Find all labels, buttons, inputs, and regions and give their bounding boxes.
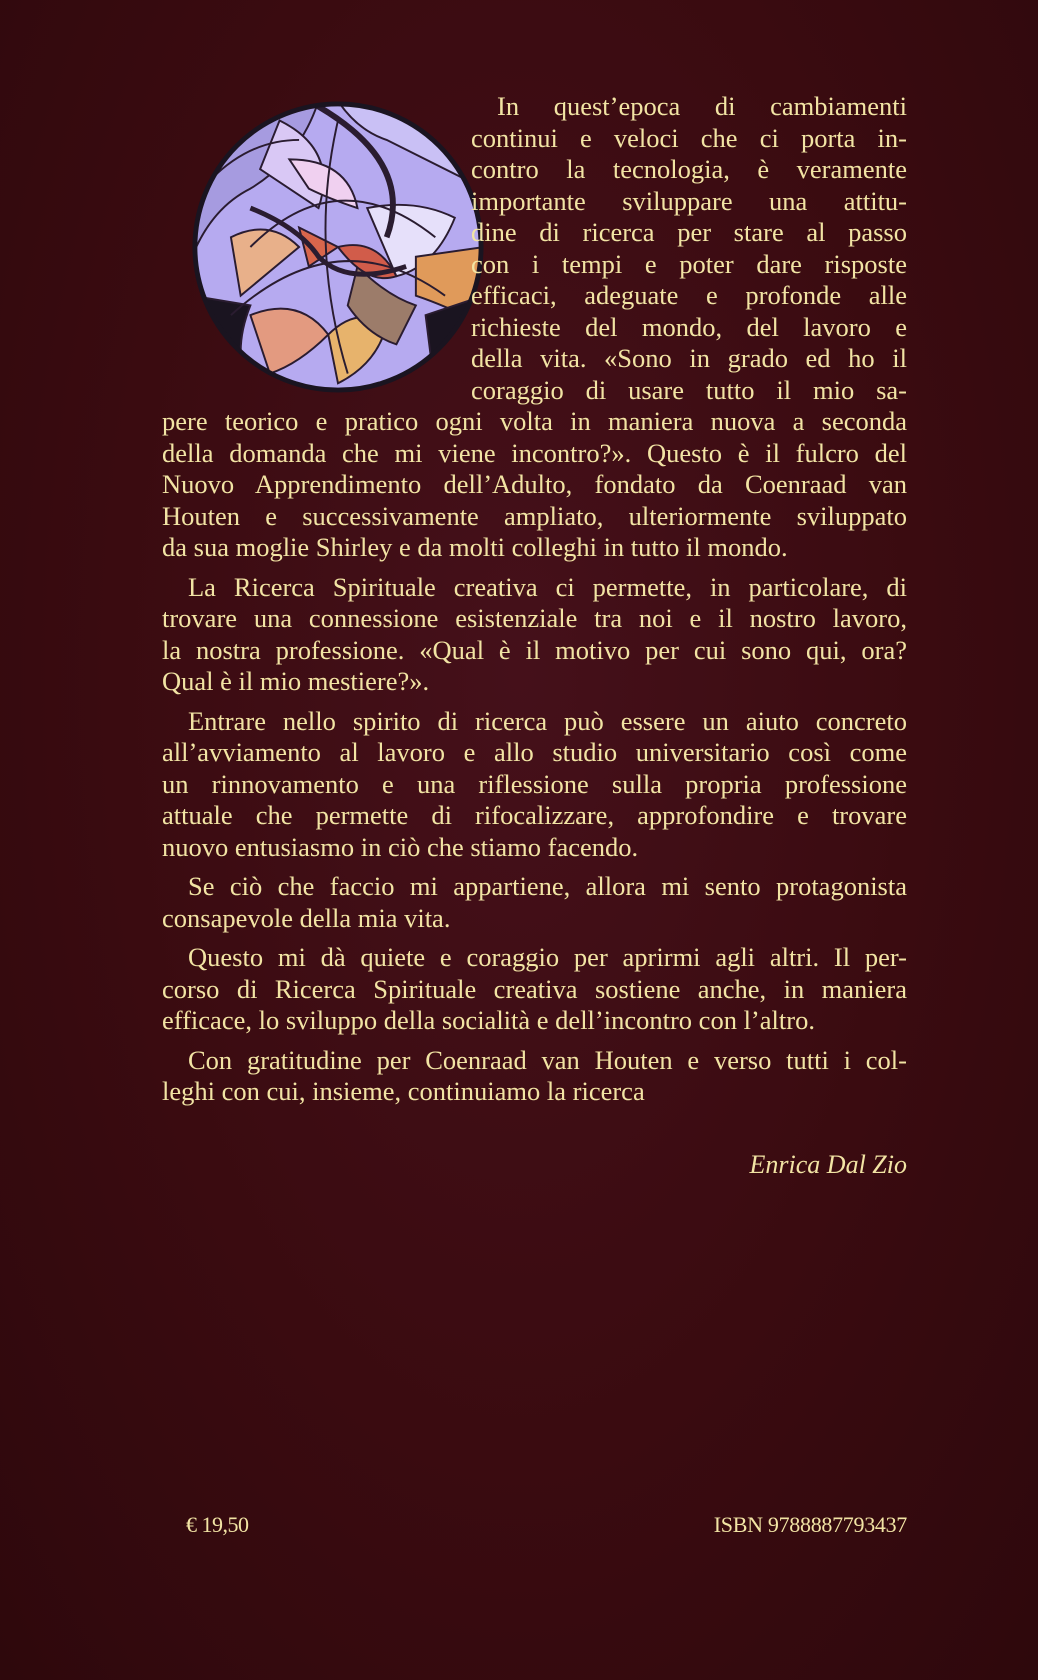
author-signature: Enrica Dal Zio bbox=[749, 1150, 907, 1179]
text-line: Se ciò che faccio mi appartiene, allora mi sento protagonista bbox=[188, 871, 907, 901]
text-line: richieste del mondo, del lavoro e bbox=[471, 311, 907, 342]
text-line: della domanda che mi viene incontro?». Questo è il fulcro del bbox=[162, 437, 907, 468]
price-label: € 19,50 bbox=[186, 1512, 249, 1537]
paragraph bbox=[162, 871, 907, 934]
paragraph bbox=[162, 942, 907, 1037]
text-line: la nostra professione. «Qual è il motivo per cui sono qui, ora? bbox=[162, 634, 907, 665]
isbn-label: ISBN 9788887793437 bbox=[713, 1512, 907, 1537]
text-line: efficaci, adeguate e profonde alle bbox=[471, 280, 907, 310]
text-line: Houten e successivamente ampliato, ulteriormente sviluppato bbox=[162, 500, 907, 531]
text-line: attuale che permette di rifocalizzare, approfondire e trovare bbox=[162, 800, 907, 830]
text-line: pere teorico e pratico ogni volta in maniera nuova a seconda bbox=[162, 406, 907, 436]
text-line: nuovo entusiasmo in ciò che stiamo facendo. bbox=[162, 831, 639, 862]
text-line: Con gratitudine per Coenraad van Houten e verso tutti i col- bbox=[188, 1044, 907, 1075]
text-line: In quest’epoca di cambiamenti bbox=[497, 91, 907, 121]
text-line: della vita. «Sono in grado ed ho il bbox=[471, 343, 907, 373]
text-line: da sua moglie Shirley e da molti colleghi in tutto il mondo. bbox=[162, 532, 788, 562]
text-line: con i tempi e poter dare risposte bbox=[471, 248, 907, 279]
text-line: all’avviamento al lavoro e allo studio universitario così come bbox=[162, 737, 907, 767]
text-line: coraggio di usare tutto il mio sa- bbox=[471, 374, 907, 405]
text-line: Questo mi dà quiete e coraggio per aprirmi agli altri. Il per- bbox=[188, 942, 907, 972]
text-line: efficace, lo sviluppo della socialità e dell’incontro con l’altro. bbox=[162, 1005, 815, 1035]
text-line: importante sviluppare una attitu- bbox=[471, 185, 907, 216]
paragraph bbox=[162, 91, 907, 564]
text-line: contro la tecnologia, è veramente bbox=[471, 154, 907, 184]
text-line: un rinnovamento e una riflessione sulla propria professione bbox=[162, 768, 907, 799]
text-line: Nuovo Apprendimento dell’Adulto, fondato da Coenraad van bbox=[162, 469, 907, 499]
back-cover-blurb bbox=[162, 91, 907, 1108]
text-line: corso di Ricerca Spirituale creativa sostiene anche, in maniera bbox=[162, 973, 907, 1004]
paragraph bbox=[162, 572, 907, 698]
text-line: dine di ricerca per stare al passo bbox=[471, 217, 907, 247]
text-line: trovare una connessione esistenziale tra noi e il nostro lavoro, bbox=[162, 603, 907, 633]
paragraph bbox=[162, 706, 907, 864]
text-line: Entrare nello spirito di ricerca può essere un aiuto concreto bbox=[188, 705, 907, 736]
text-line: La Ricerca Spirituale creativa ci permette, in particolare, di bbox=[188, 571, 907, 602]
text-line: consapevole della mia vita. bbox=[162, 902, 451, 933]
paragraph bbox=[162, 1045, 907, 1108]
text-line: Qual è il mio mestiere?». bbox=[162, 666, 430, 696]
text-line: continui e veloci che ci porta in- bbox=[471, 122, 907, 153]
text-line: leghi con cui, insieme, continuiamo la ricerca bbox=[162, 1076, 645, 1106]
